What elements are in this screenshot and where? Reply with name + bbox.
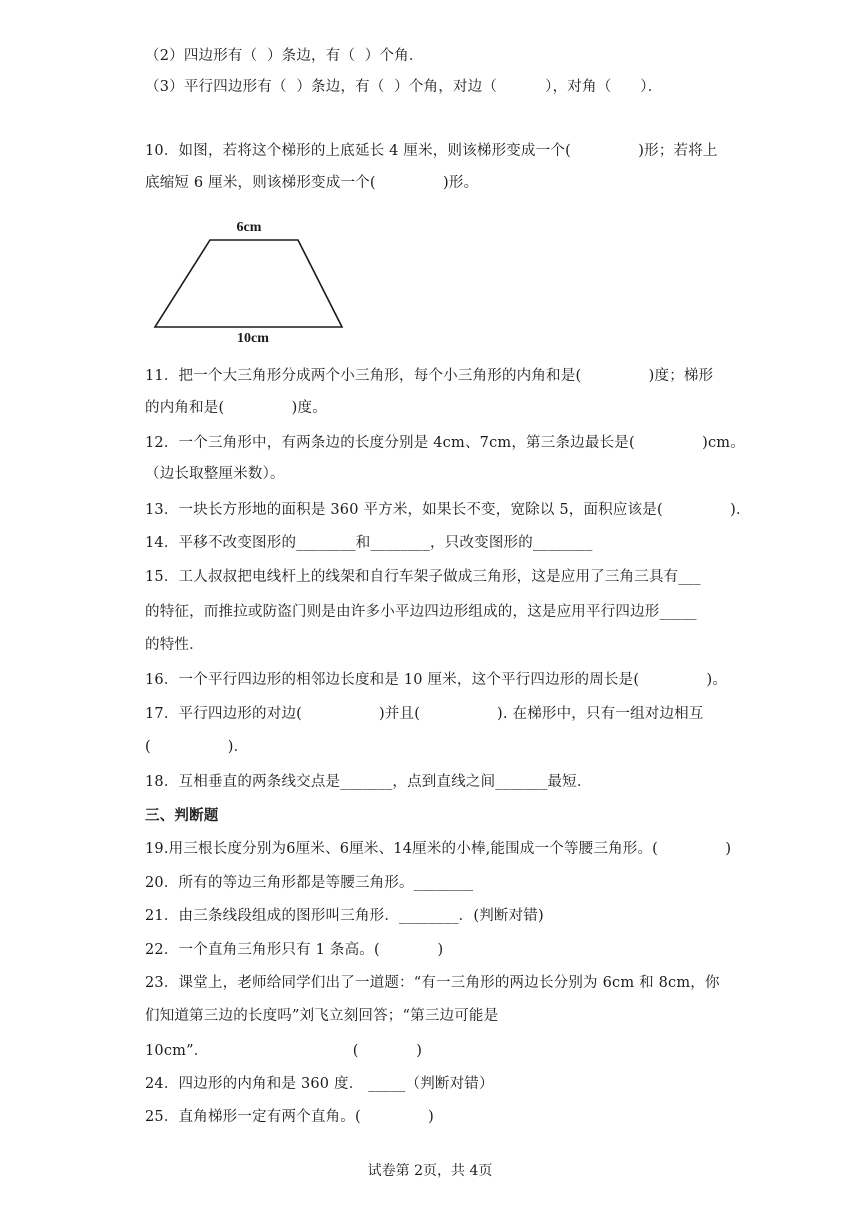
page-footer: 试卷第 2页，共 4页 xyxy=(367,1163,493,1179)
top-base-label: 6cm xyxy=(236,220,262,235)
question-line: 19.用三根长度分别为6厘米、6厘米、14厘米的小棒,能围成一个等腰三角形。( ) xyxy=(145,841,732,857)
trapezoid-figure xyxy=(150,215,350,350)
question-line: 底缩短 6 厘米，则该梯形变成一个( )形。 xyxy=(145,175,479,191)
question-line: 25．直角梯形一定有两个直角。( ) xyxy=(145,1109,434,1125)
question-line: 10cm”． ( ) xyxy=(145,1043,423,1059)
question-line: 16．一个平行四边形的相邻边长度和是 10 厘米，这个平行四边形的周长是( )。 xyxy=(145,672,728,688)
question-line: 14．平移不改变图形的________和________，只改变图形的________ xyxy=(145,535,593,551)
bottom-base-label: 10cm xyxy=(237,331,269,346)
question-line: 24．四边形的内角和是 360 度． _____（判断对错） xyxy=(145,1076,494,1092)
section-heading: 三、判断题 xyxy=(145,807,219,824)
question-line: 22．一个直角三角形只有 1 条高。( ) xyxy=(145,942,444,958)
question-line: 的特性． xyxy=(145,637,204,653)
question-line: 15．工人叔叔把电线杆上的线架和自行车架子做成三角形，这是应用了三角三具有___ xyxy=(145,569,701,585)
question-line: （边长取整厘米数）。 xyxy=(145,466,285,482)
question-line: 10．如图，若将这个梯形的上底延长 4 厘米，则该梯形变成一个( )形；若将上 xyxy=(145,143,718,159)
question-line: 20．所有的等边三角形都是等腰三角形。________ xyxy=(145,875,474,891)
question-line: （3）平行四边形有（ ）条边，有（ ）个角，对边（ ），对角（ ）． xyxy=(145,79,663,95)
question-line: （2）四边形有（ ）条边，有（ ）个角． xyxy=(145,48,424,64)
question-line: 的内角和是( )度。 xyxy=(145,400,327,416)
question-line: 们知道第三边的长度吗”刘飞立刻回答；“第三边可能是 xyxy=(145,1008,499,1024)
question-line: ( )． xyxy=(145,739,249,755)
question-line: 12．一个三角形中，有两条边的长度分别是 4cm、7cm，第三条边最长是( )cm。 xyxy=(145,435,745,451)
question-line: 17．平行四边形的对边( )并且( ). 在梯形中，只有一组对边相互 xyxy=(145,706,704,722)
trapezoid-shape xyxy=(155,240,342,327)
question-line: 13．一块长方形地的面积是 360 平方米，如果长不变，宽除以 5，面积应该是( )． xyxy=(145,502,751,518)
question-line: 11．把一个大三角形分成两个小三角形，每个小三角形的内角和是( )度；梯形 xyxy=(145,368,714,384)
question-line: 18．互相垂直的两条线交点是_______，点到直线之间_______最短． xyxy=(145,774,592,790)
question-line: 21．由三条线段组成的图形叫三角形．________．(判断对错) xyxy=(145,908,544,924)
question-line: 的特征，而推拉或防盗门则是由许多小平边四边形组成的，这是应用平行四边形_____ xyxy=(145,604,697,620)
question-line: 23．课堂上，老师给同学们出了一道题：“有一三角形的两边长分别为 6cm 和 8cm，你 xyxy=(145,975,720,991)
